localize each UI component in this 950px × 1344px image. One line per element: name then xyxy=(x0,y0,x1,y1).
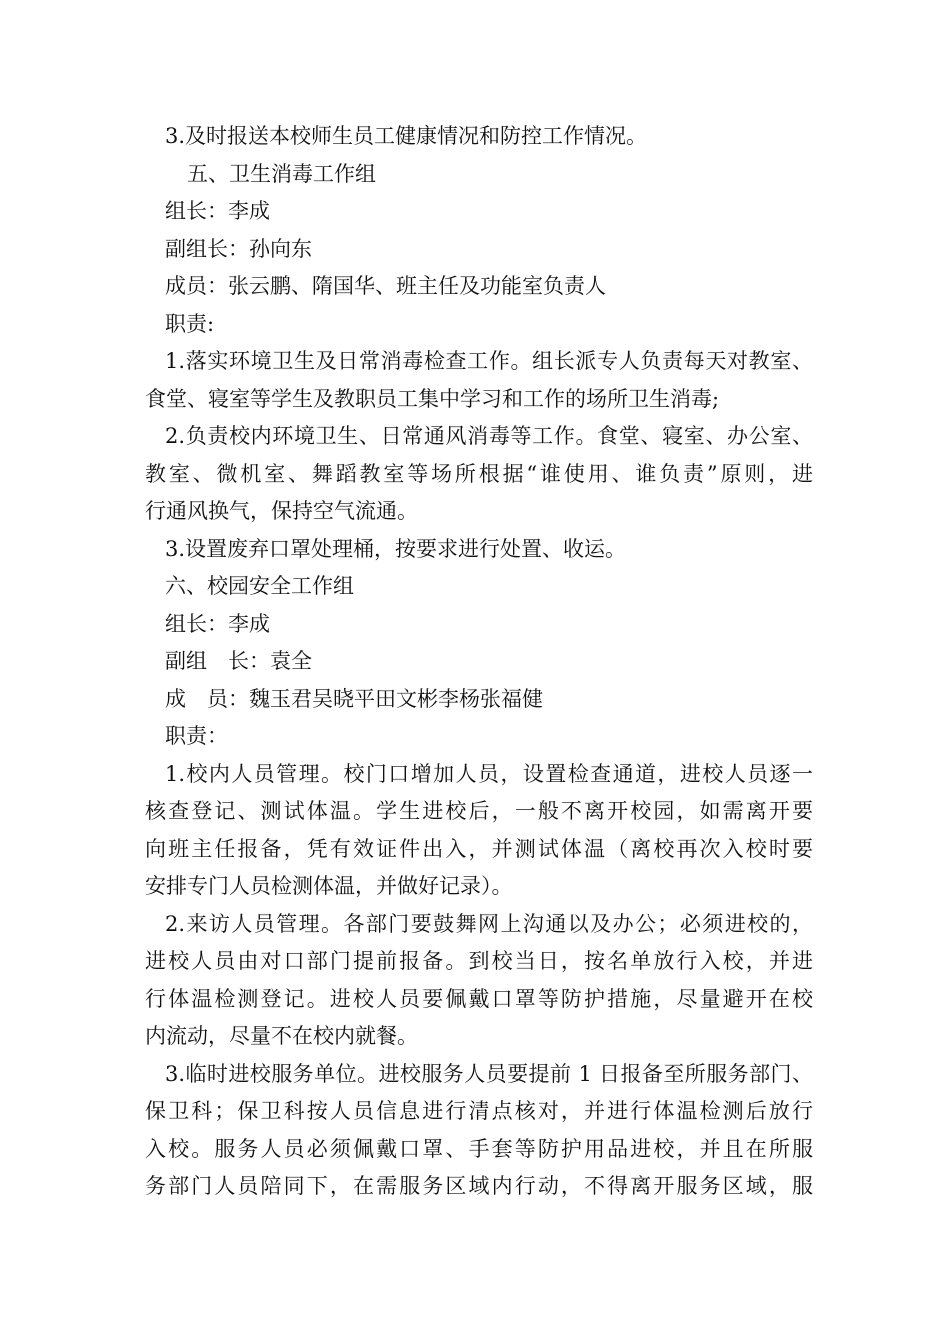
document-line: 2.负责校内环境卫生、日常通风消毒等工作。食堂、寝室、办公室、 xyxy=(165,424,813,448)
document-line: 成员：张云鹏、隋国华、班主任及功能室负责人 xyxy=(165,274,606,298)
document-line: 教室、微机室、舞蹈教室等场所根据“谁使用、谁负责”原则，进 xyxy=(145,461,813,486)
document-line: 组长：李成 xyxy=(165,611,270,636)
document-line: 职责： xyxy=(165,724,228,748)
document-line: 组长：李成 xyxy=(165,199,270,223)
document-line: 3.设置废弃口罩处理桶，按要求进行处置、收运。 xyxy=(165,536,627,561)
document-line: 五、卫生消毒工作组 xyxy=(187,161,376,186)
document-line: 1.落实环境卫生及日常消毒检查工作。组长派专人负责每天对教室、 xyxy=(165,349,813,373)
document-line: 安排专门人员检测体温，并做好记录）。 xyxy=(145,874,513,898)
document-line: 务部门人员陪同下，在需服务区域内行动，不得离开服务区域，服 xyxy=(145,1174,813,1198)
document-line: 进校人员由对口部门提前报备。到校当日，按名单放行入校，并进 xyxy=(145,949,813,973)
document-line: 内流动，尽量不在校内就餐。 xyxy=(145,1024,418,1048)
document-line: 向班主任报备，凭有效证件出入，并测试体温（离校再次入校时要 xyxy=(145,836,813,861)
document-line: 食堂、寝室等学生及教职员工集中学习和工作的场所卫生消毒; xyxy=(145,386,720,411)
document-line: 保卫科；保卫科按人员信息进行清点核对，并进行体温检测后放行 xyxy=(145,1099,813,1123)
document-line: 副组 长：袁全 xyxy=(165,649,312,673)
document-line: 入校。服务人员必须佩戴口罩、手套等防护用品进校，并且在所服 xyxy=(145,1136,813,1161)
document-line: 行通风换气，保持空气流通。 xyxy=(145,499,418,523)
document-line: 核查登记、测试体温。学生进校后，一般不离开校园，如需离开要 xyxy=(145,799,813,823)
document-line: 职责: xyxy=(165,311,215,336)
document-line: 成 员：魏玉君吴晓平田文彬李杨张福健 xyxy=(165,686,543,711)
document-body xyxy=(145,118,813,1206)
document-line: 副组长：孙向东 xyxy=(165,236,312,261)
document-line: 1.校内人员管理。校门口增加人员，设置检查通道，进校人员逐一 xyxy=(165,761,813,786)
document-line: 2.来访人员管理。各部门要鼓舞网上沟通以及办公；必须进校的， xyxy=(165,911,813,936)
document-line: 3.及时报送本校师生员工健康情况和防控工作情况。 xyxy=(165,124,648,148)
document-line: 3.临时进校服务单位。进校服务人员要提前 1 日报备至所服务部门、 xyxy=(165,1061,813,1086)
document-line: 六、校园安全工作组 xyxy=(165,574,354,598)
document-line: 行体温检测登记。进校人员要佩戴口罩等防护措施，尽量避开在校 xyxy=(145,986,813,1011)
